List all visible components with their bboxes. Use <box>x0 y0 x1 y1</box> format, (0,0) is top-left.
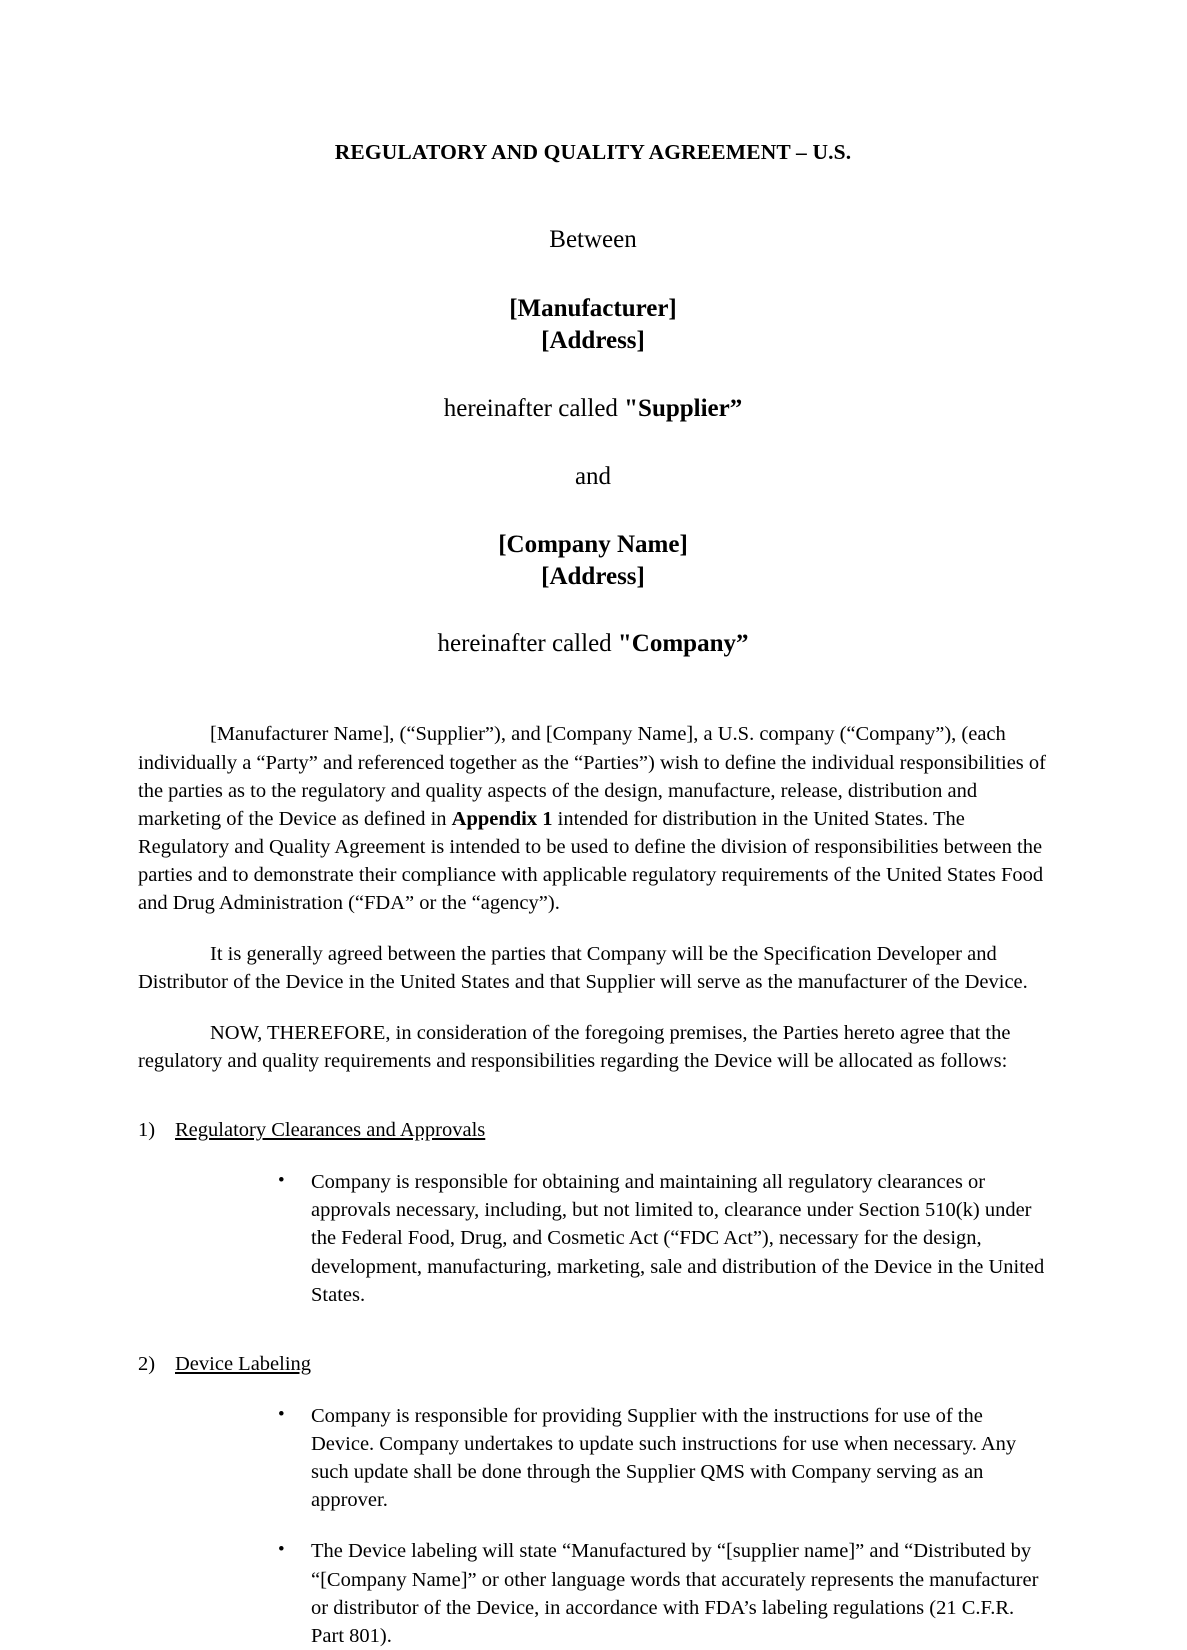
list-item <box>278 1514 1048 1650</box>
recital-paragraph-2: It is generally agreed between the parties that Company will be the Specification Developer and Distributor of the Device in the United States and that Supplier will serve as the manufacturer of the Device. <box>138 942 1028 993</box>
company-alias-line <box>138 593 1048 660</box>
recital-paragraph-1 <box>138 660 1048 917</box>
list-item <box>278 1145 1048 1309</box>
document-body <box>138 0 1048 1650</box>
section-1-number: 1) <box>138 1119 156 1142</box>
recital-1-text-a: [Manufacturer Name], (“Supplier”), and [Company Name], a U.S. company (“Company”), (each individually a “Party” and referenced together as the “Parties”) wish to define the individual responsibilities of the parties as to the regulatory and quality aspects of the design, manufacture, release, distribution and marketing of the Device as defined in <box>138 723 1046 830</box>
section-2-bullet-1-text: Company is responsible for providing Supplier with the instructions for use of the Device. Company undertakes to update such instructions for use when necessary. Any such update shall be done through the Supplier QMS with Company serving as an approver. <box>311 1404 1017 1512</box>
list-item <box>278 1379 1048 1515</box>
page-title: REGULATORY AND QUALITY AGREEMENT – U.S. <box>334 140 852 164</box>
supplier-alias-line <box>138 357 1048 425</box>
appendix-reference: Appendix 1 <box>451 807 553 830</box>
between-label: Between <box>549 226 637 254</box>
company-alias-prefix: hereinafter called <box>437 630 618 658</box>
company-party-name: [Company Name] <box>498 531 688 559</box>
recital-paragraph-3: NOW, THEREFORE, in consideration of the foregoing premises, the Parties hereto agree that the regulatory and quality requirements and responsibilities regarding the Device will be allocated as follows: <box>138 1022 1011 1073</box>
supplier-party-name: [Manufacturer] <box>509 295 677 323</box>
section-2-heading: Device Labeling <box>175 1353 312 1376</box>
bullet-marker-icon: • <box>278 1170 285 1192</box>
section-1-heading: Regulatory Clearances and Approvals <box>175 1119 486 1142</box>
section-2-number: 2) <box>138 1353 156 1376</box>
company-alias-term: "Company” <box>617 630 749 658</box>
bullet-marker-icon: • <box>278 1539 285 1561</box>
supplier-alias-prefix: hereinafter called <box>443 395 625 423</box>
supplier-alias-term: "Supplier” <box>624 395 743 423</box>
section-2-bullet-2-text: The Device labeling will state “Manufactured by “[supplier name]” and “Distributed by “[Company Name]” or other language words that accurately represents the manufacturer or distributor of the Device, in accordance with FDA’s labeling regulations (21 C.F.R. Part 801). <box>311 1540 1039 1648</box>
section-1 <box>138 1075 1048 1145</box>
party-conjunction: and <box>574 463 612 491</box>
recital-1-text-b: intended for distribution in the United States. The Regulatory and Quality Agreement is intended to be used to define the division of responsibilities between the parties and to demonstrate their compliance with applicable regulatory requirements of the United States Food and Drug Administration (“FDA” or the “agency”). <box>138 807 1044 915</box>
section-2 <box>138 1309 1048 1379</box>
bullet-marker-icon: • <box>278 1403 285 1425</box>
company-party-address: [Address] <box>541 563 645 591</box>
section-1-bullet-1-text: Company is responsible for obtaining and maintaining all regulatory clearances or approvals necessary, including, but not limited to, clearance under Section 510(k) under the Federal Food, Drug, and Cosmetic Act (“FDC Act”), necessary for the design, development, manufacturing, marketing, sale and distribution of the Device in the United States. <box>311 1171 1045 1306</box>
supplier-party-address: [Address] <box>541 327 645 355</box>
